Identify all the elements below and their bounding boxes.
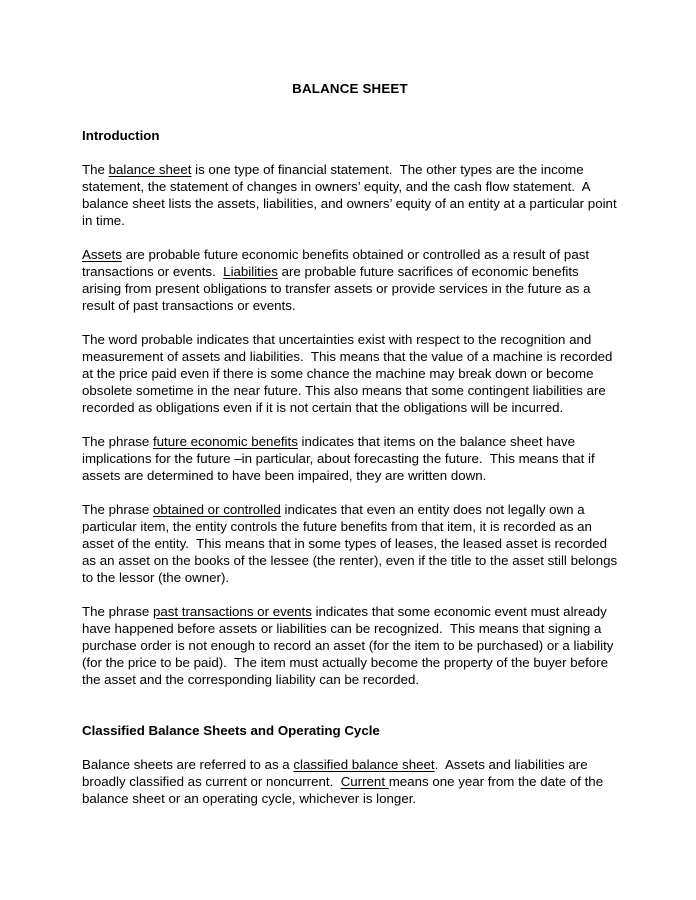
text-run: The phrase — [82, 434, 153, 449]
body-paragraph — [82, 246, 618, 314]
sections-container — [82, 127, 621, 807]
text-run: is one type of financial statement. The other types are the income statement, the statement of changes in owners’ equity, and the cash flow statement. A balance sheet lists the assets, liabilities, and owners’ equity of an entity at a particular point in time. — [82, 162, 621, 228]
underlined-term: classified balance sheet — [293, 757, 435, 772]
section-gap — [82, 688, 618, 722]
paragraph-spacer — [82, 229, 618, 246]
text-run: are probable future economic benefits obtained or controlled as a result of past transactions or events. — [82, 247, 593, 279]
heading-spacer — [82, 739, 618, 756]
heading-spacer — [82, 144, 618, 161]
title-spacer — [82, 97, 618, 127]
body-paragraph — [82, 433, 618, 484]
text-run: are probable future sacrifices of economic benefits arising from present obligations to transfer assets or provide services in the future as a result of past transactions or events. — [82, 264, 595, 313]
section-heading: Classified Balance Sheets and Operating Cycle — [82, 723, 380, 738]
body-paragraph — [82, 331, 618, 416]
page-title: BALANCE SHEET — [292, 81, 408, 96]
text-run: . Assets and liabilities are broadly classified as current or noncurrent. — [82, 757, 592, 789]
text-run: Balance sheets are referred to as a — [82, 757, 294, 772]
paragraph-spacer — [82, 314, 618, 331]
section-heading: Introduction — [82, 128, 160, 143]
text-run: means one year from the date of the balance sheet or an operating cycle, whichever is longer. — [82, 774, 607, 806]
paragraph-spacer — [82, 416, 618, 433]
paragraph-spacer — [82, 484, 618, 501]
underlined-term: future economic benefits — [152, 434, 298, 449]
underlined-term: obtained or controlled — [152, 502, 281, 517]
underlined-term: Liabilities — [223, 264, 278, 279]
document-body — [82, 80, 621, 807]
underlined-term: Assets — [82, 247, 122, 262]
text-run: The phrase — [82, 604, 153, 619]
body-paragraph — [82, 501, 621, 586]
text-run: indicates that some economic event must already have happened before assets or liabilities can be recognized. This means that signing a purchase order is not enough to record an asset (for the item to be purchased) or a liability (for the price to be paid). The item must actually become the property of the buyer before the asset and the corresponding liability can be recorded. — [82, 604, 618, 687]
paragraph-spacer — [82, 586, 618, 603]
underlined-term: balance sheet — [108, 162, 192, 177]
text-run: indicates that even an entity does not legally own a particular item, the entity controls the future benefits from that item, it is recorded as an asset of the entity. This means that in some types of leases, the leased asset is recorded as an asset on the books of the lessee (the renter), even if the title to the asset still belongs to the lessor (the owner). — [82, 502, 621, 585]
text-run: indicates that items on the balance sheet have implications for the future –in particular, about forecasting the future. This means that if assets are determined to have been impaired, they are written down. — [82, 434, 599, 483]
body-paragraph — [82, 756, 618, 807]
text-run: The phrase — [82, 502, 153, 517]
text-run: The — [82, 162, 109, 177]
underlined-term: Current — [340, 774, 389, 789]
text-run: The word probable indicates that uncertainties exist with respect to the recognition and measurement of assets and liabilities. This means that the value of a machine is recorded at the price paid even if there is some chance the machine may break down or become obsolete sometime in the near future. This also means that some contingent liabilities are recorded as obligations even if it is not certain that the obligations will be incurred. — [82, 332, 617, 415]
body-paragraph — [82, 603, 618, 688]
body-paragraph — [82, 161, 621, 229]
underlined-term: past transactions or events — [152, 604, 312, 619]
